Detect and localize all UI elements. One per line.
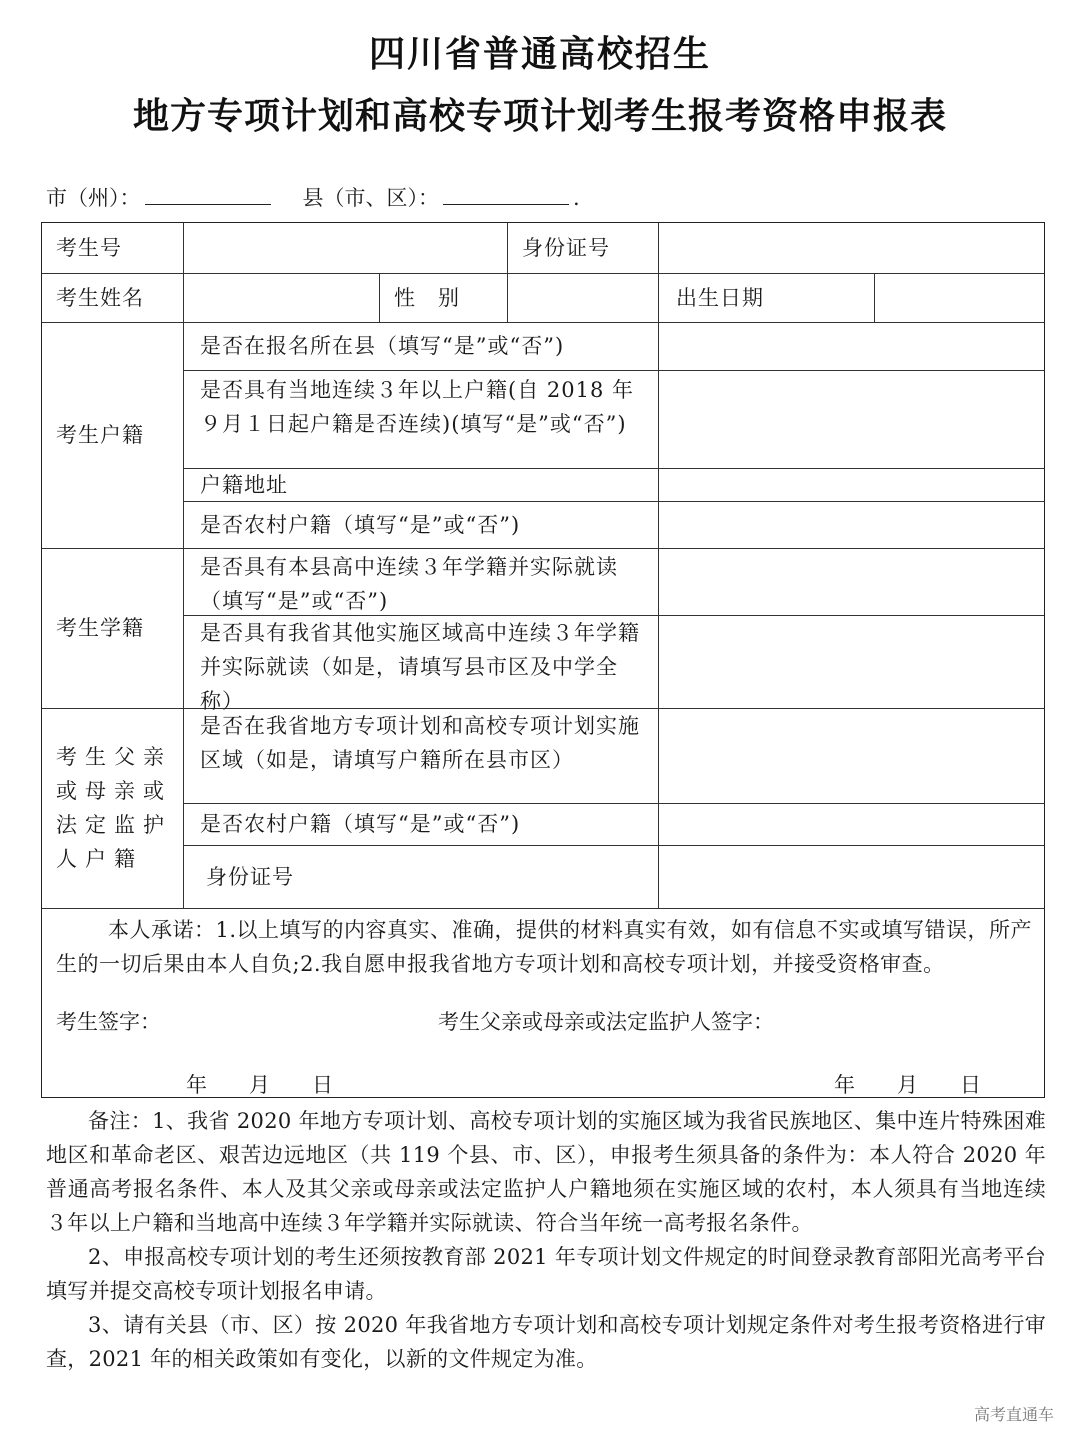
id-no-label: 身份证号: [522, 236, 610, 260]
school-q2: 是否具有我省其他实施区域高中连续３年学籍并实际就读（如是，请填写县市区及中学全称）: [200, 621, 640, 713]
parent-q3: 身份证号: [206, 864, 294, 889]
parent-q1-answer[interactable]: [659, 709, 1043, 802]
student-sign-date: 年 月 日: [186, 1073, 333, 1097]
county-label: 县（市、区）：: [302, 186, 439, 210]
household-address-field[interactable]: [659, 469, 1043, 500]
county-blank[interactable]: [443, 186, 569, 205]
gender-field[interactable]: [508, 274, 657, 321]
parent-q1: 是否在我省地方专项计划和高校专项计划实施区域（如是，请填写户籍所在县市区）: [200, 714, 640, 772]
parent-id-field[interactable]: [659, 846, 1043, 907]
household-q3: 户籍地址: [200, 472, 288, 497]
school-q1-answer[interactable]: [659, 549, 1043, 614]
form-title-line1: 四川省普通高校招生: [368, 34, 711, 75]
birth-date-field[interactable]: [875, 274, 1043, 321]
note-3: 3、请有关县（市、区）按 2020 年我省地方专项计划和高校专项计划规定条件对考生报考资格进行审查，2021 年的相关政策如有变化，以新的文件规定为准。: [46, 1313, 1046, 1371]
school-q2-answer[interactable]: [659, 616, 1043, 707]
household-q2-answer[interactable]: [659, 371, 1043, 467]
id-no-field[interactable]: [659, 224, 1043, 272]
watermark: 高考直通车: [973, 1405, 1054, 1424]
city-blank[interactable]: [145, 186, 271, 205]
school-q1: 是否具有本县高中连续３年学籍并实际就读（填写“是”或“否”): [200, 555, 618, 613]
parent-sign-label: 考生父亲或母亲或法定监护人签字：: [438, 1010, 774, 1034]
name-label: 考生姓名: [56, 285, 144, 310]
name-field[interactable]: [184, 274, 378, 321]
note-2: 2、申报高校专项计划的考生还须按教育部 2021 年专项计划文件规定的时间登录教育部阳光高考平台填写并提交高校专项计划报名申请。: [46, 1245, 1046, 1303]
city-label: 市（州）：: [46, 186, 141, 210]
household-q4: 是否农村户籍（填写“是”或“否”): [200, 512, 521, 537]
household-q1: 是否在报名所在县（填写“是”或“否”): [200, 334, 565, 358]
household-q2: 是否具有当地连续３年以上户籍(自 2018 年９月１日起户籍是否连续)(填写“是”或“否”): [200, 378, 634, 436]
notes-section: [46, 1104, 1046, 1376]
household-q1-answer[interactable]: [659, 323, 1043, 369]
school-heading: 考生学籍: [56, 616, 144, 640]
form-title-line2: 地方专项计划和高校专项计划考生报考资格申报表: [132, 96, 947, 137]
household-heading: 考生户籍: [56, 423, 144, 447]
gender-label: 性 别: [394, 285, 460, 310]
parent-sign-date: 年 月 日: [834, 1073, 981, 1097]
exam-no-label: 考生号: [56, 236, 122, 260]
parent-heading: 考生父亲或母亲或法定监护人户籍: [56, 745, 172, 871]
household-q4-answer[interactable]: [659, 502, 1043, 547]
parent-q2-answer[interactable]: [659, 804, 1043, 844]
note-1: 备注：1、我省 2020 年地方专项计划、高校专项计划的实施区域为我省民族地区、集中连片特殊困难地区和革命老区、艰苦边远地区（共 119 个县、市、区），申报考生须具备的条件为：本人符合 2020 年普通高考报名条件、本人及其父亲或母亲或法定监护人户籍地须在实施区域的农村，本人须具有当地连续３年以上户籍和当地高中连续３年学籍并实际就读、符合当年统一高考报名条件。: [46, 1109, 1046, 1235]
region-end-mark: .: [573, 186, 580, 210]
exam-no-field[interactable]: [184, 224, 506, 272]
birth-date-label: 出生日期: [676, 285, 764, 310]
pledge-text: 本人承诺：1.以上填写的内容真实、准确，提供的材料真实有效，如有信息不实或填写错误，所产生的一切后果由本人自负;2.我自愿申报我省地方专项计划和高校专项计划，并接受资格审查。: [56, 918, 1033, 976]
student-sign-label: 考生签字：: [56, 1010, 161, 1034]
parent-q2: 是否农村户籍（填写“是”或“否”): [200, 812, 521, 836]
region-line: [46, 182, 580, 212]
